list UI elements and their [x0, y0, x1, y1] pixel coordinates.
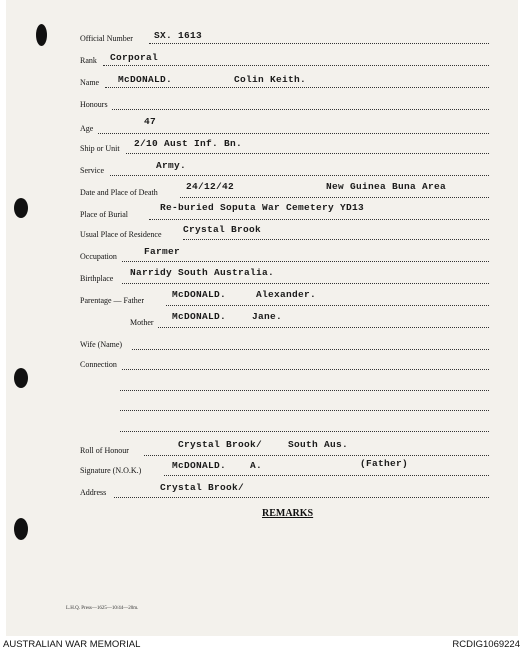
- official-number-label: Official Number: [80, 34, 133, 43]
- punch-hole-middle-upper: [14, 198, 28, 218]
- ship-or-unit-value: 2/10 Aust Inf. Bn.: [134, 138, 243, 149]
- birthplace-value: Narridy South Australia.: [130, 267, 275, 278]
- age-value: 47: [144, 116, 157, 127]
- mother-surname-value: McDONALD.: [172, 311, 227, 322]
- remarks-heading: REMARKS: [262, 508, 314, 519]
- nok-surname-value: McDONALD.: [172, 460, 227, 471]
- father-surname-value: McDONALD.: [172, 289, 227, 300]
- ship-or-unit-label: Ship or Unit: [80, 144, 120, 153]
- address-value: Crystal Brook/: [160, 482, 245, 493]
- footer-record-id: RCDIG1069224: [452, 639, 520, 650]
- connection-label: Connection: [80, 360, 117, 369]
- residence-value: Crystal Brook: [183, 224, 262, 235]
- connection-line-2: [120, 390, 489, 391]
- name-label: Name: [80, 78, 100, 87]
- death-place-value: New Guinea Buna Area: [326, 181, 447, 192]
- wife-label: Wife (Name): [80, 340, 123, 349]
- address-label: Address: [80, 488, 107, 497]
- printer-line: L.H.Q. Press—1625—10/44—20m.: [66, 606, 139, 611]
- nok-relation-value: (Father): [360, 458, 409, 469]
- mother-label: Mother: [130, 318, 154, 327]
- punch-hole-top: [36, 24, 47, 46]
- place-of-burial-label: Place of Burial: [80, 210, 128, 219]
- father-given-value: Alexander.: [256, 289, 317, 300]
- roll-of-honour-label: Roll of Honour: [80, 446, 129, 455]
- nok-initial-value: A.: [250, 460, 263, 471]
- punch-hole-middle-lower: [14, 368, 28, 388]
- punch-hole-bottom: [14, 518, 28, 540]
- rank-label: Rank: [80, 56, 97, 65]
- mother-given-value: Jane.: [252, 311, 283, 322]
- connection-line-4: [120, 431, 489, 432]
- service-value: Army.: [156, 160, 187, 171]
- age-label: Age: [80, 124, 94, 133]
- roll-state-value: South Aus.: [288, 439, 349, 450]
- parentage-father-label: Parentage — Father: [80, 296, 144, 305]
- signature-label: Signature (N.O.K.): [80, 466, 142, 475]
- given-names-value: Colin Keith.: [234, 74, 307, 85]
- occupation-label: Occupation: [80, 252, 117, 261]
- occupation-value: Farmer: [144, 246, 181, 257]
- footer-source: AUSTRALIAN WAR MEMORIAL: [3, 639, 141, 650]
- rank-value: Corporal: [110, 52, 159, 63]
- connection-line-3: [120, 410, 489, 411]
- form-sheet: [6, 0, 518, 636]
- honours-label: Honours: [80, 100, 108, 109]
- date-place-death-label: Date and Place of Death: [80, 188, 158, 197]
- death-date-value: 24/12/42: [186, 181, 235, 192]
- birthplace-label: Birthplace: [80, 274, 114, 283]
- roll-place-value: Crystal Brook/: [178, 439, 263, 450]
- usual-residence-label: Usual Place of Residence: [80, 230, 162, 239]
- surname-value: McDONALD.: [118, 74, 173, 85]
- burial-value: Re-buried Soputa War Cemetery YD13: [160, 202, 365, 213]
- service-label: Service: [80, 166, 104, 175]
- official-number-value: SX. 1613: [154, 30, 203, 41]
